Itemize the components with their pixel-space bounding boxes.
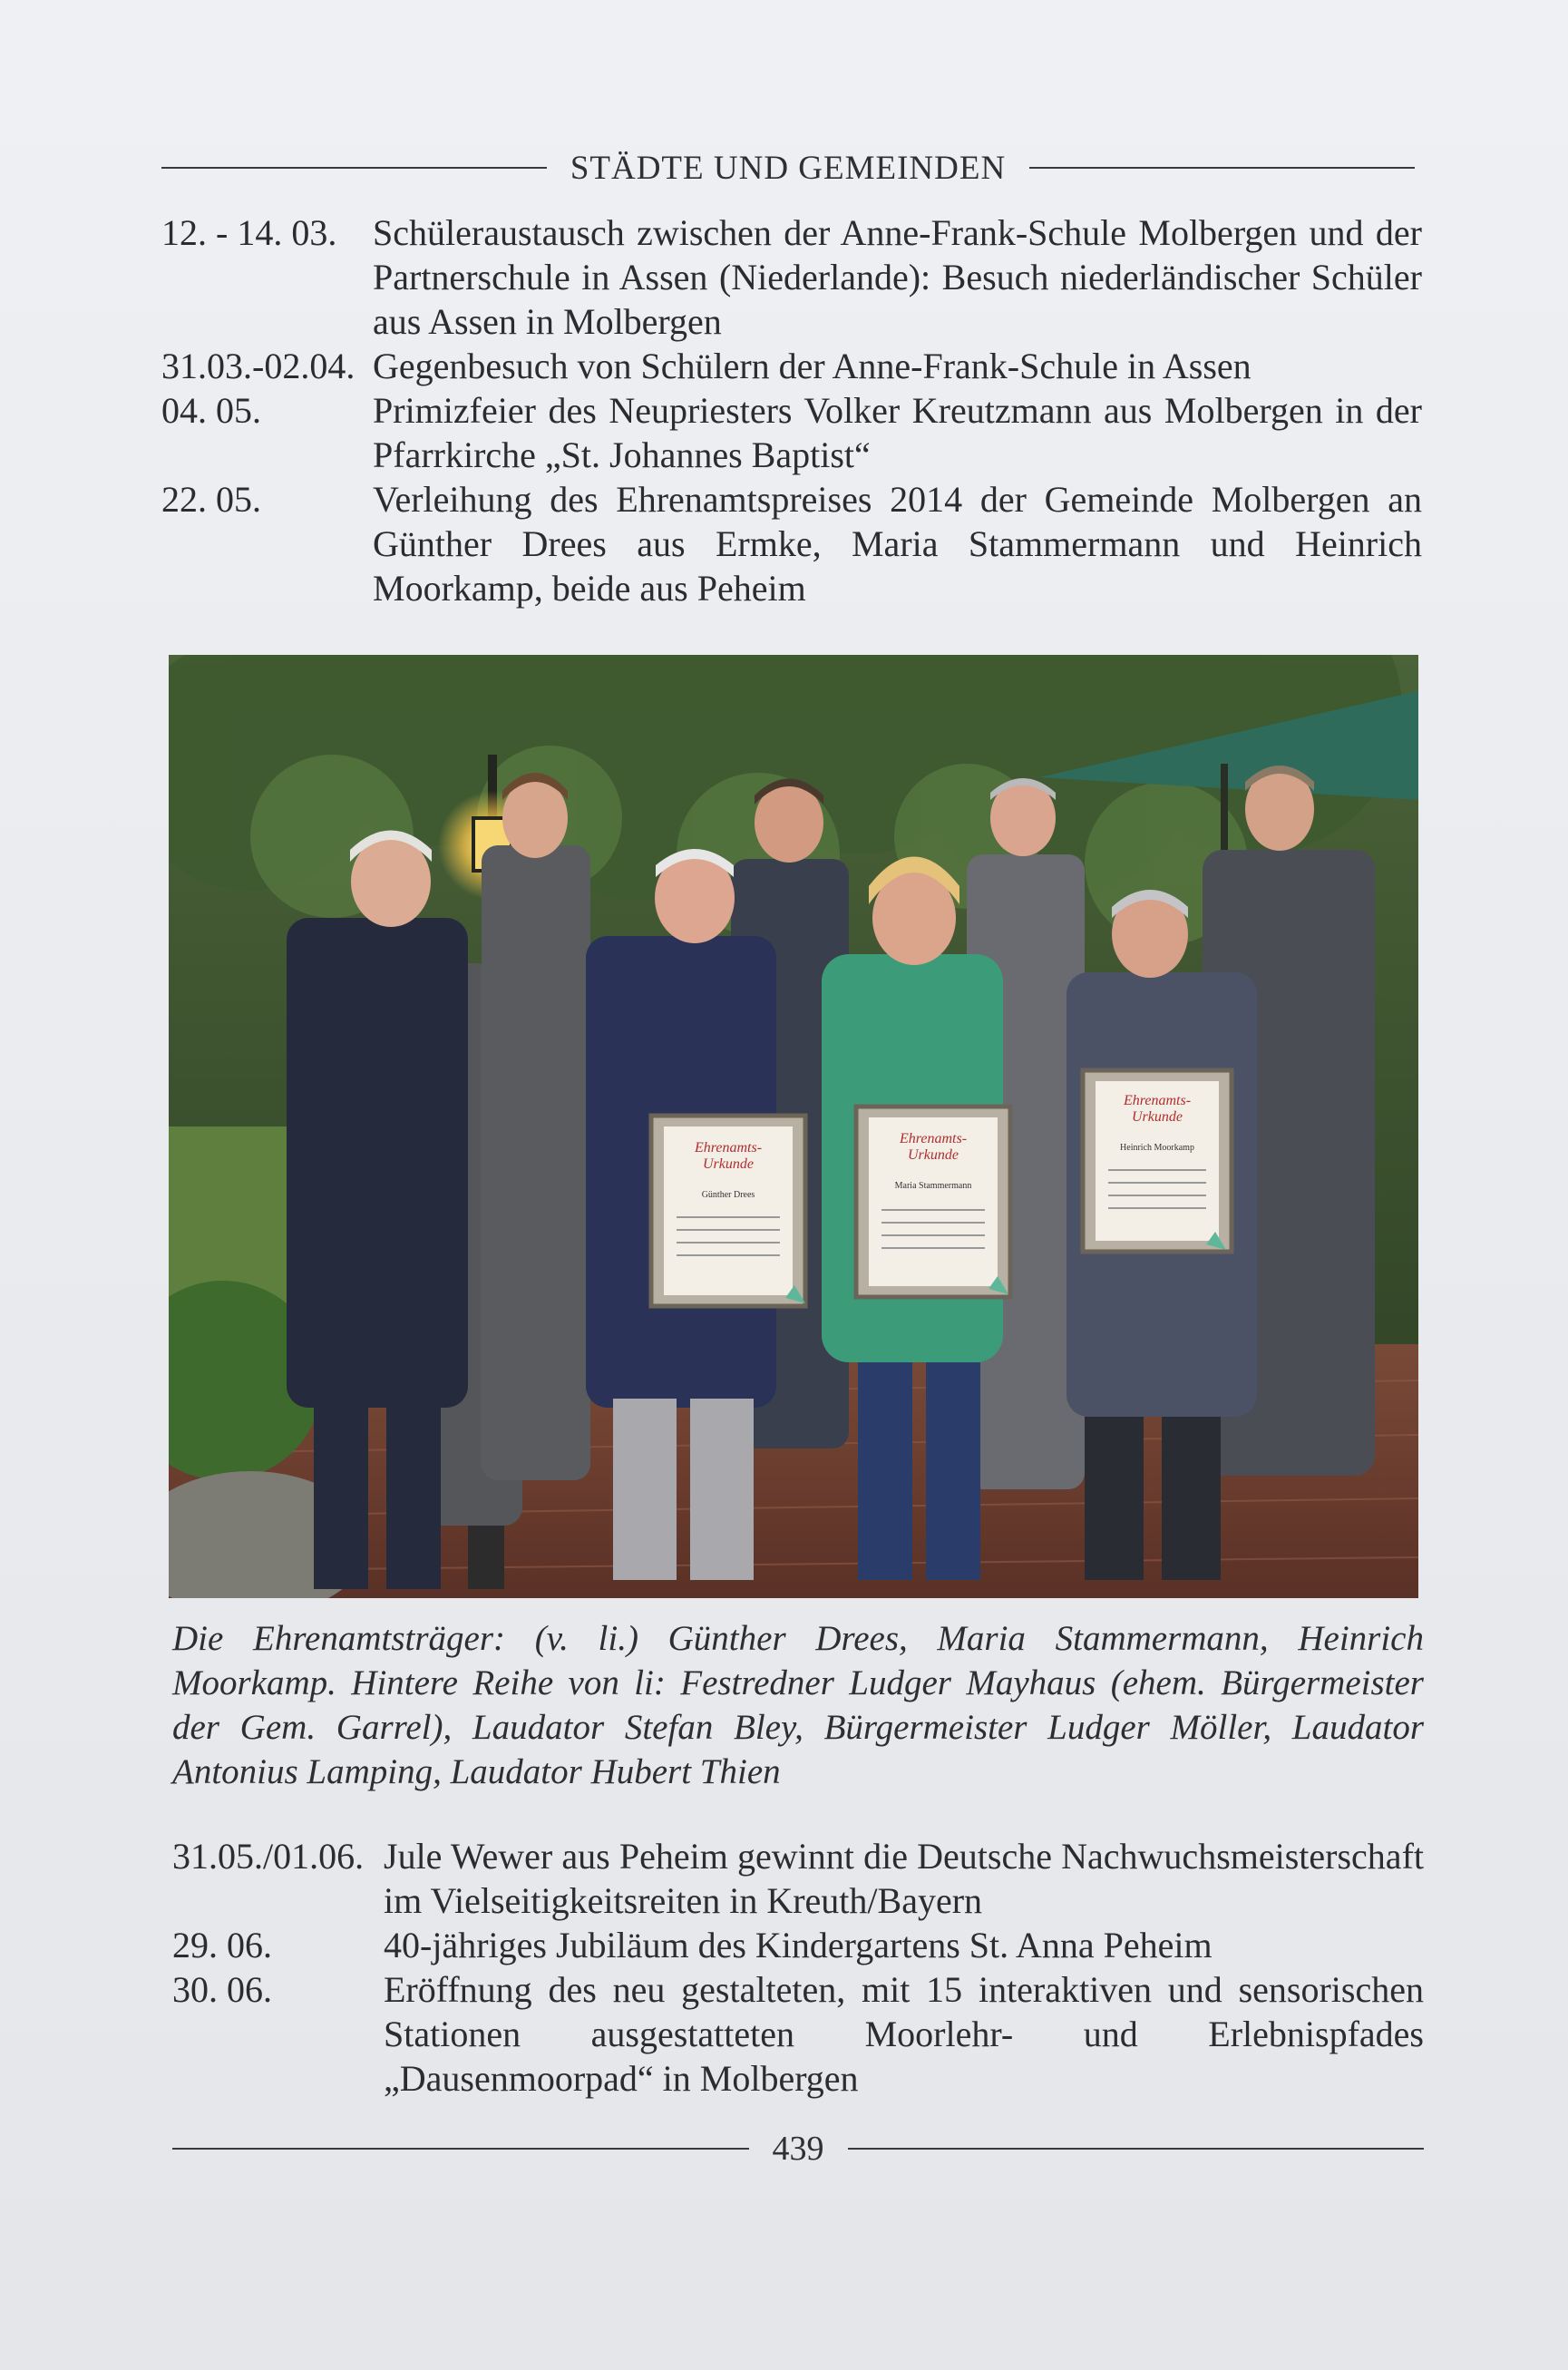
running-header bbox=[161, 145, 1415, 190]
certificate-drees bbox=[651, 1116, 805, 1306]
header-rule-left bbox=[161, 167, 547, 169]
header-rule-right bbox=[1029, 167, 1415, 169]
chronicle-entry bbox=[172, 1834, 1424, 1923]
running-header-title: STÄDTE UND GEMEINDEN bbox=[570, 149, 1007, 187]
chronicle-entries-top bbox=[161, 210, 1422, 610]
group-photo-illustration bbox=[169, 655, 1418, 1598]
entry-text: Gegenbesuch von Schülern der Anne-Frank-Schule in Assen bbox=[373, 346, 1251, 386]
chronicle-entry bbox=[161, 210, 1422, 344]
certificate-moorkamp bbox=[1083, 1070, 1232, 1252]
footer-rule-right bbox=[848, 2148, 1425, 2150]
entry-text: Jule Wewer aus Peheim gewinnt die Deutsche Nachwuchsmeisterschaft im Vielseitigkeitsreiten in Kreuth/Bayern bbox=[384, 1836, 1424, 1921]
chronicle-entry bbox=[161, 388, 1422, 477]
entry-text: Eröffnung des neu gestalteten, mit 15 interaktiven und sensorischen Stationen ausgestatteten Moorlehr- und Erlebnispfades „Dausenmoorpad“ in Molbergen bbox=[384, 1969, 1424, 2099]
certificate-heading: Urkunde bbox=[703, 1156, 754, 1172]
entry-text: Primizfeier des Neupriesters Volker Kreutzmann aus Molbergen in der Pfarrkirche „St. Johannes Baptist“ bbox=[373, 390, 1422, 475]
entry-text: Verleihung des Ehrenamtspreises 2014 der Gemeinde Molbergen an Günther Drees aus Ermke, Maria Stammermann und Heinrich Moorkamp, beide aus Peheim bbox=[373, 479, 1422, 609]
chronicle-entries-bottom bbox=[172, 1834, 1424, 2101]
entry-date: 30. 06. bbox=[172, 1969, 272, 2010]
page-footer bbox=[172, 2126, 1424, 2171]
chronicle-entry bbox=[161, 344, 1422, 388]
certificate-name: Maria Stammermann bbox=[894, 1181, 972, 1191]
group-photo bbox=[169, 655, 1418, 1598]
chronicle-entry bbox=[161, 477, 1422, 610]
entry-date: 31.03.-02.04. bbox=[161, 346, 355, 386]
certificate-heading: Urkunde bbox=[908, 1147, 959, 1163]
chronicle-entry bbox=[172, 1967, 1424, 2101]
certificate-heading: Ehrenamts- bbox=[899, 1131, 968, 1146]
entry-text: 40-jähriges Jubiläum des Kindergartens St. Anna Peheim bbox=[384, 1925, 1213, 1965]
certificate-stammermann bbox=[856, 1107, 1010, 1297]
certificate-heading: Ehrenamts- bbox=[694, 1140, 763, 1156]
entry-date: 22. 05. bbox=[161, 479, 261, 520]
entry-date: 12. - 14. 03. bbox=[161, 212, 337, 253]
entry-date: 29. 06. bbox=[172, 1925, 272, 1965]
photo-caption: Die Ehrenamtsträger: (v. li.) Günther Drees, Maria Stammermann, Heinrich Moorkamp. Hintere Reihe von li: Festredner Ludger Mayhaus (ehem. Bürgermeister der Gem. Garrel), Laudator Stefan Bley, Bürgermeister Ludger Möller, Laudator Antonius Lamping, Laudator Hubert Thien bbox=[172, 1619, 1424, 1791]
chronicle-entry bbox=[172, 1923, 1424, 1967]
entry-text: Schüleraustausch zwischen der Anne-Frank-Schule Molbergen und der Partnerschule in Assen (Niederlande): Besuch niederländischer Schüler aus Assen in Molbergen bbox=[373, 212, 1422, 342]
footer-rule-left bbox=[172, 2148, 749, 2150]
certificate-heading: Urkunde bbox=[1132, 1109, 1183, 1125]
entry-date: 31.05./01.06. bbox=[172, 1836, 365, 1877]
certificate-heading: Ehrenamts- bbox=[1123, 1093, 1192, 1108]
page-number: 439 bbox=[772, 2130, 824, 2168]
certificate-name: Günther Drees bbox=[701, 1190, 755, 1200]
certificate-name: Heinrich Moorkamp bbox=[1120, 1143, 1194, 1153]
entry-date: 04. 05. bbox=[161, 390, 261, 431]
